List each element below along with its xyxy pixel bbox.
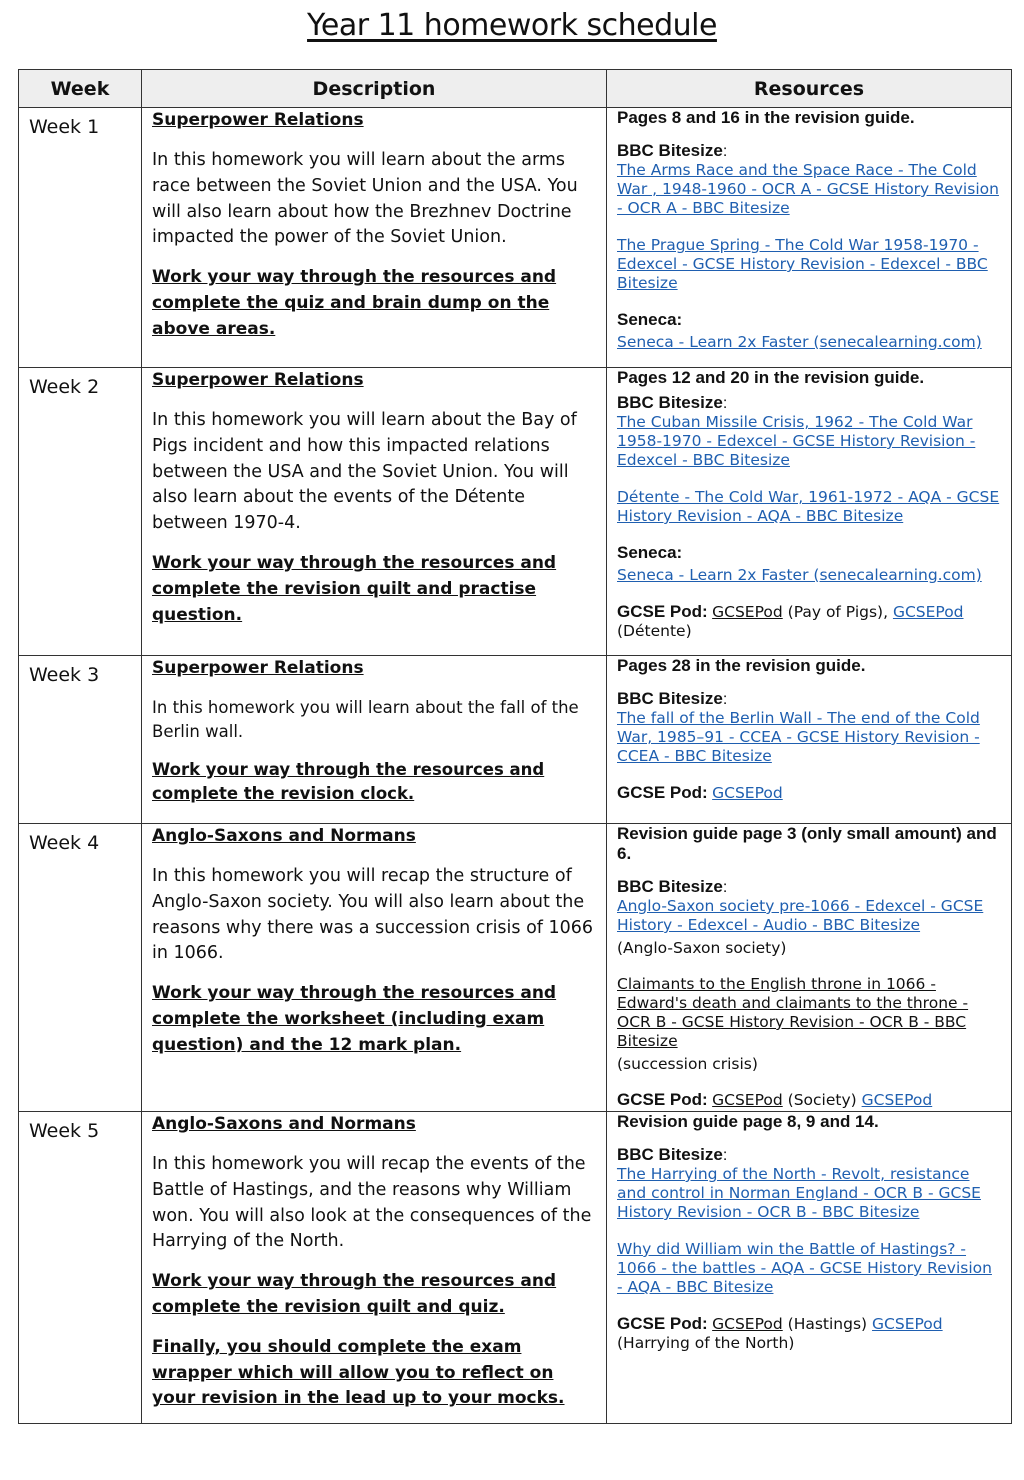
table-row <box>19 656 1012 824</box>
resources-cell: Revision guide page 8, 9 and 14. BBC Bitesize: The Harrying of the North - Revolt, resistance and control in Norman England - OCR B - GCSE History Revision - OCR B - BBC Bitesize Why did William win the Battle of Hastings? - 1066 - the battles - AQA - GCSE History Revision - AQA - BBC Bitesize GCSE Pod: GCSEPod (Hastings) GCSEPod (Harrying of the North) <box>607 1112 1011 1407</box>
bbc-label: BBC Bitesize <box>617 141 723 160</box>
revision-guide-pages: Pages 8 and 16 in the revision guide. <box>617 108 915 127</box>
bbc-label: BBC Bitesize <box>617 1145 723 1164</box>
week-label: Week 5 <box>29 1120 100 1142</box>
bbc-link[interactable]: The Arms Race and the Space Race - The Cold War , 1948-1960 - OCR A - GCSE History Revision - OCR A - BBC Bitesize <box>617 161 999 217</box>
week-label: Week 2 <box>29 376 100 398</box>
seneca-link[interactable]: Seneca - Learn 2x Faster (senecalearning.com) <box>617 566 982 584</box>
gcsepod-link[interactable]: GCSEPod <box>712 1315 783 1333</box>
gcsepod-note: (Harrying of the North) <box>617 1334 795 1352</box>
bbc-link[interactable]: Claimants to the English throne in 1066 - Edward's death and claimants to the throne - OCR B - GCSE History Revision - OCR B - BBC Bitesize <box>617 975 969 1050</box>
bbc-label: BBC Bitesize <box>617 689 723 708</box>
gcsepod-line <box>617 784 1001 803</box>
gcsepod-label: GCSE Pod: <box>617 1090 708 1109</box>
gcsepod-link[interactable]: GCSEPod <box>892 603 964 621</box>
table-row <box>19 824 1012 1112</box>
table-row <box>19 108 1012 368</box>
description-cell <box>142 1112 606 1407</box>
bbc-link[interactable]: The Cuban Missile Crisis, 1962 - The Cold War 1958-1970 - Edexcel - GCSE History Revision - Edexcel - BBC Bitesize <box>617 413 976 469</box>
gcsepod-label: GCSE Pod: <box>617 783 708 802</box>
table-row <box>19 1112 1012 1424</box>
revision-guide-pages: Revision guide page 8, 9 and 14. <box>617 1112 879 1131</box>
gcsepod-line <box>617 1091 1001 1112</box>
header-week: Week <box>19 70 142 108</box>
topic-heading: Superpower Relations <box>152 658 364 678</box>
task-instruction: Work your way through the resources and complete the quiz and brain dump on the above areas. <box>152 267 557 339</box>
topic-heading: Anglo-Saxons and Normans <box>152 826 416 846</box>
description-cell <box>142 368 606 639</box>
description-text: In this homework you will learn about the fall of the Berlin wall. <box>152 698 579 741</box>
gcsepod-line <box>617 1315 1001 1353</box>
seneca-label: Seneca: <box>617 543 683 562</box>
gcsepod-note: (Détente) <box>617 622 692 640</box>
description-text: In this homework you will recap the events of the Battle of Hastings, and the reasons why William won. You will also look at the consequences of the Harrying of the North. <box>152 1154 592 1252</box>
gcsepod-link[interactable]: GCSEPod <box>861 1091 933 1109</box>
description-text: In this homework you will learn about the arms race between the Soviet Union and the USA. You will also learn about how the Brezhnev Doctrine impacted the power of the Soviet Union. <box>152 150 578 248</box>
revision-guide-pages: Revision guide page 3 (only small amount) and 6. <box>617 824 997 863</box>
revision-guide-pages: Pages 28 in the revision guide. <box>617 656 866 675</box>
link-note: (succession crisis) <box>617 1055 758 1073</box>
description-text: In this homework you will recap the structure of Anglo-Saxon society. You will also learn about the reasons why there was a succession crisis of 1066 in 1066. <box>152 866 594 964</box>
header-row <box>19 70 1012 108</box>
resources-cell: Pages 8 and 16 in the revision guide. BBC Bitesize: The Arms Race and the Space Race - The Cold War , 1948-1960 - OCR A - GCSE History Revision - OCR A - BBC Bitesize The Prague Spring - The Cold War 1958-1970 - Edexcel - GCSE History Revision - Edexcel - BBC Bitesize Seneca: Seneca - Learn 2x Faster (senecalearning.com) <box>607 108 1011 351</box>
gcsepod-label: GCSE Pod: <box>617 602 708 621</box>
resources-cell: Pages 28 in the revision guide. BBC Bitesize: The fall of the Berlin Wall - The end of the Cold War, 1985–91 - CCEA - GCSE History Revision - CCEA - BBC Bitesize GCSE Pod: GCSEPod <box>607 656 1011 807</box>
task-instruction: Work your way through the resources and complete the revision quilt and quiz. <box>152 1271 557 1317</box>
bbc-label: BBC Bitesize <box>617 393 723 412</box>
task-instruction: Finally, you should complete the exam wrapper which will allow you to reflect on your revision in the lead up to your mocks. <box>152 1336 565 1407</box>
description-cell <box>142 108 606 351</box>
task-instruction: Work your way through the resources and complete the worksheet (including exam question) and the 12 mark plan. <box>152 983 557 1055</box>
topic-heading: Superpower Relations <box>152 370 364 390</box>
seneca-link[interactable]: Seneca - Learn 2x Faster (senecalearning.com) <box>617 333 982 351</box>
table-row <box>19 368 1012 656</box>
revision-guide-pages: Pages 12 and 20 in the revision guide. <box>617 368 925 387</box>
description-cell <box>142 824 606 1095</box>
task-instruction: Work your way through the resources and complete the revision quilt and practise question. <box>152 552 557 625</box>
header-description: Description <box>142 70 607 108</box>
resources-cell: Revision guide page 3 (only small amount) and 6. BBC Bitesize: Anglo-Saxon society pre-1066 - Edexcel - GCSE History - Edexcel - Audio - BBC Bitesize (Anglo-Saxon society) Claimants to the English throne in 1066 - Edward's death and claimants to the throne - OCR B - GCSE History Revision - OCR B - BBC Bitesize (succession crisis) GCSE Pod: GCSEPod (Society) GCSEPod <box>607 824 1011 1095</box>
gcsepod-link[interactable]: GCSEPod <box>712 784 783 802</box>
gcsepod-link[interactable]: GCSEPod <box>712 603 783 621</box>
gcsepod-note: (Pay of Pigs), <box>782 603 893 621</box>
gcsepod-label: GCSE Pod: <box>617 1314 708 1333</box>
gcsepod-note: (Society) <box>782 1091 862 1109</box>
description-text: In this homework you will learn about the Bay of Pigs incident and how this impacted relations between the USA and the Soviet Union. You will also learn about the events of the Détente between 1970-4. <box>152 410 577 534</box>
bbc-link[interactable]: The Prague Spring - The Cold War 1958-1970 - Edexcel - GCSE History Revision - Edexcel - BBC Bitesize <box>617 236 988 292</box>
seneca-label: Seneca: <box>617 310 683 329</box>
bbc-link[interactable]: Anglo-Saxon society pre-1066 - Edexcel - GCSE History - Edexcel - Audio - BBC Bitesize <box>617 897 984 934</box>
week-label: Week 4 <box>29 832 100 854</box>
task-instruction: Work your way through the resources and complete the revision clock. <box>152 760 545 803</box>
bbc-link[interactable]: Détente - The Cold War, 1961-1972 - AQA - GCSE History Revision - AQA - BBC Bitesize <box>617 488 1000 525</box>
topic-heading: Anglo-Saxons and Normans <box>152 1114 416 1134</box>
gcsepod-note: (Hastings) <box>782 1315 873 1333</box>
topic-heading: Superpower Relations <box>152 110 364 130</box>
homework-table <box>18 69 1012 1424</box>
header-resources: Resources <box>607 70 1012 108</box>
description-cell <box>142 656 606 807</box>
gcsepod-line <box>617 603 1001 641</box>
week-label: Week 1 <box>29 116 100 138</box>
bbc-label: BBC Bitesize <box>617 877 723 896</box>
gcsepod-link[interactable]: GCSEPod <box>712 1091 783 1109</box>
page-title: Year 11 homework schedule <box>307 8 717 43</box>
week-label: Week 3 <box>29 664 100 686</box>
bbc-link[interactable]: The Harrying of the North - Revolt, resistance and control in Norman England - OCR B - GCSE History Revision - OCR B - BBC Bitesize <box>617 1165 981 1221</box>
link-note: (Anglo-Saxon society) <box>617 939 787 957</box>
resources-cell: Pages 12 and 20 in the revision guide. BBC Bitesize: The Cuban Missile Crisis, 1962 - The Cold War 1958-1970 - Edexcel - GCSE History Revision - Edexcel - BBC Bitesize Détente - The Cold War, 1961-1972 - AQA - GCSE History Revision - AQA - BBC Bitesize Seneca: Seneca - Learn 2x Faster (senecalearning.com) GCSE Pod: GCSEPod (Pay of Pigs), GCSEPod (Détente) <box>617 368 1000 640</box>
gcsepod-link[interactable]: GCSEPod <box>872 1315 943 1333</box>
bbc-link[interactable]: Why did William win the Battle of Hastings? - 1066 - the battles - AQA - GCSE History Revision - AQA - BBC Bitesize <box>617 1240 992 1296</box>
bbc-link[interactable]: The fall of the Berlin Wall - The end of the Cold War, 1985–91 - CCEA - GCSE History Revision - CCEA - BBC Bitesize <box>617 709 980 765</box>
